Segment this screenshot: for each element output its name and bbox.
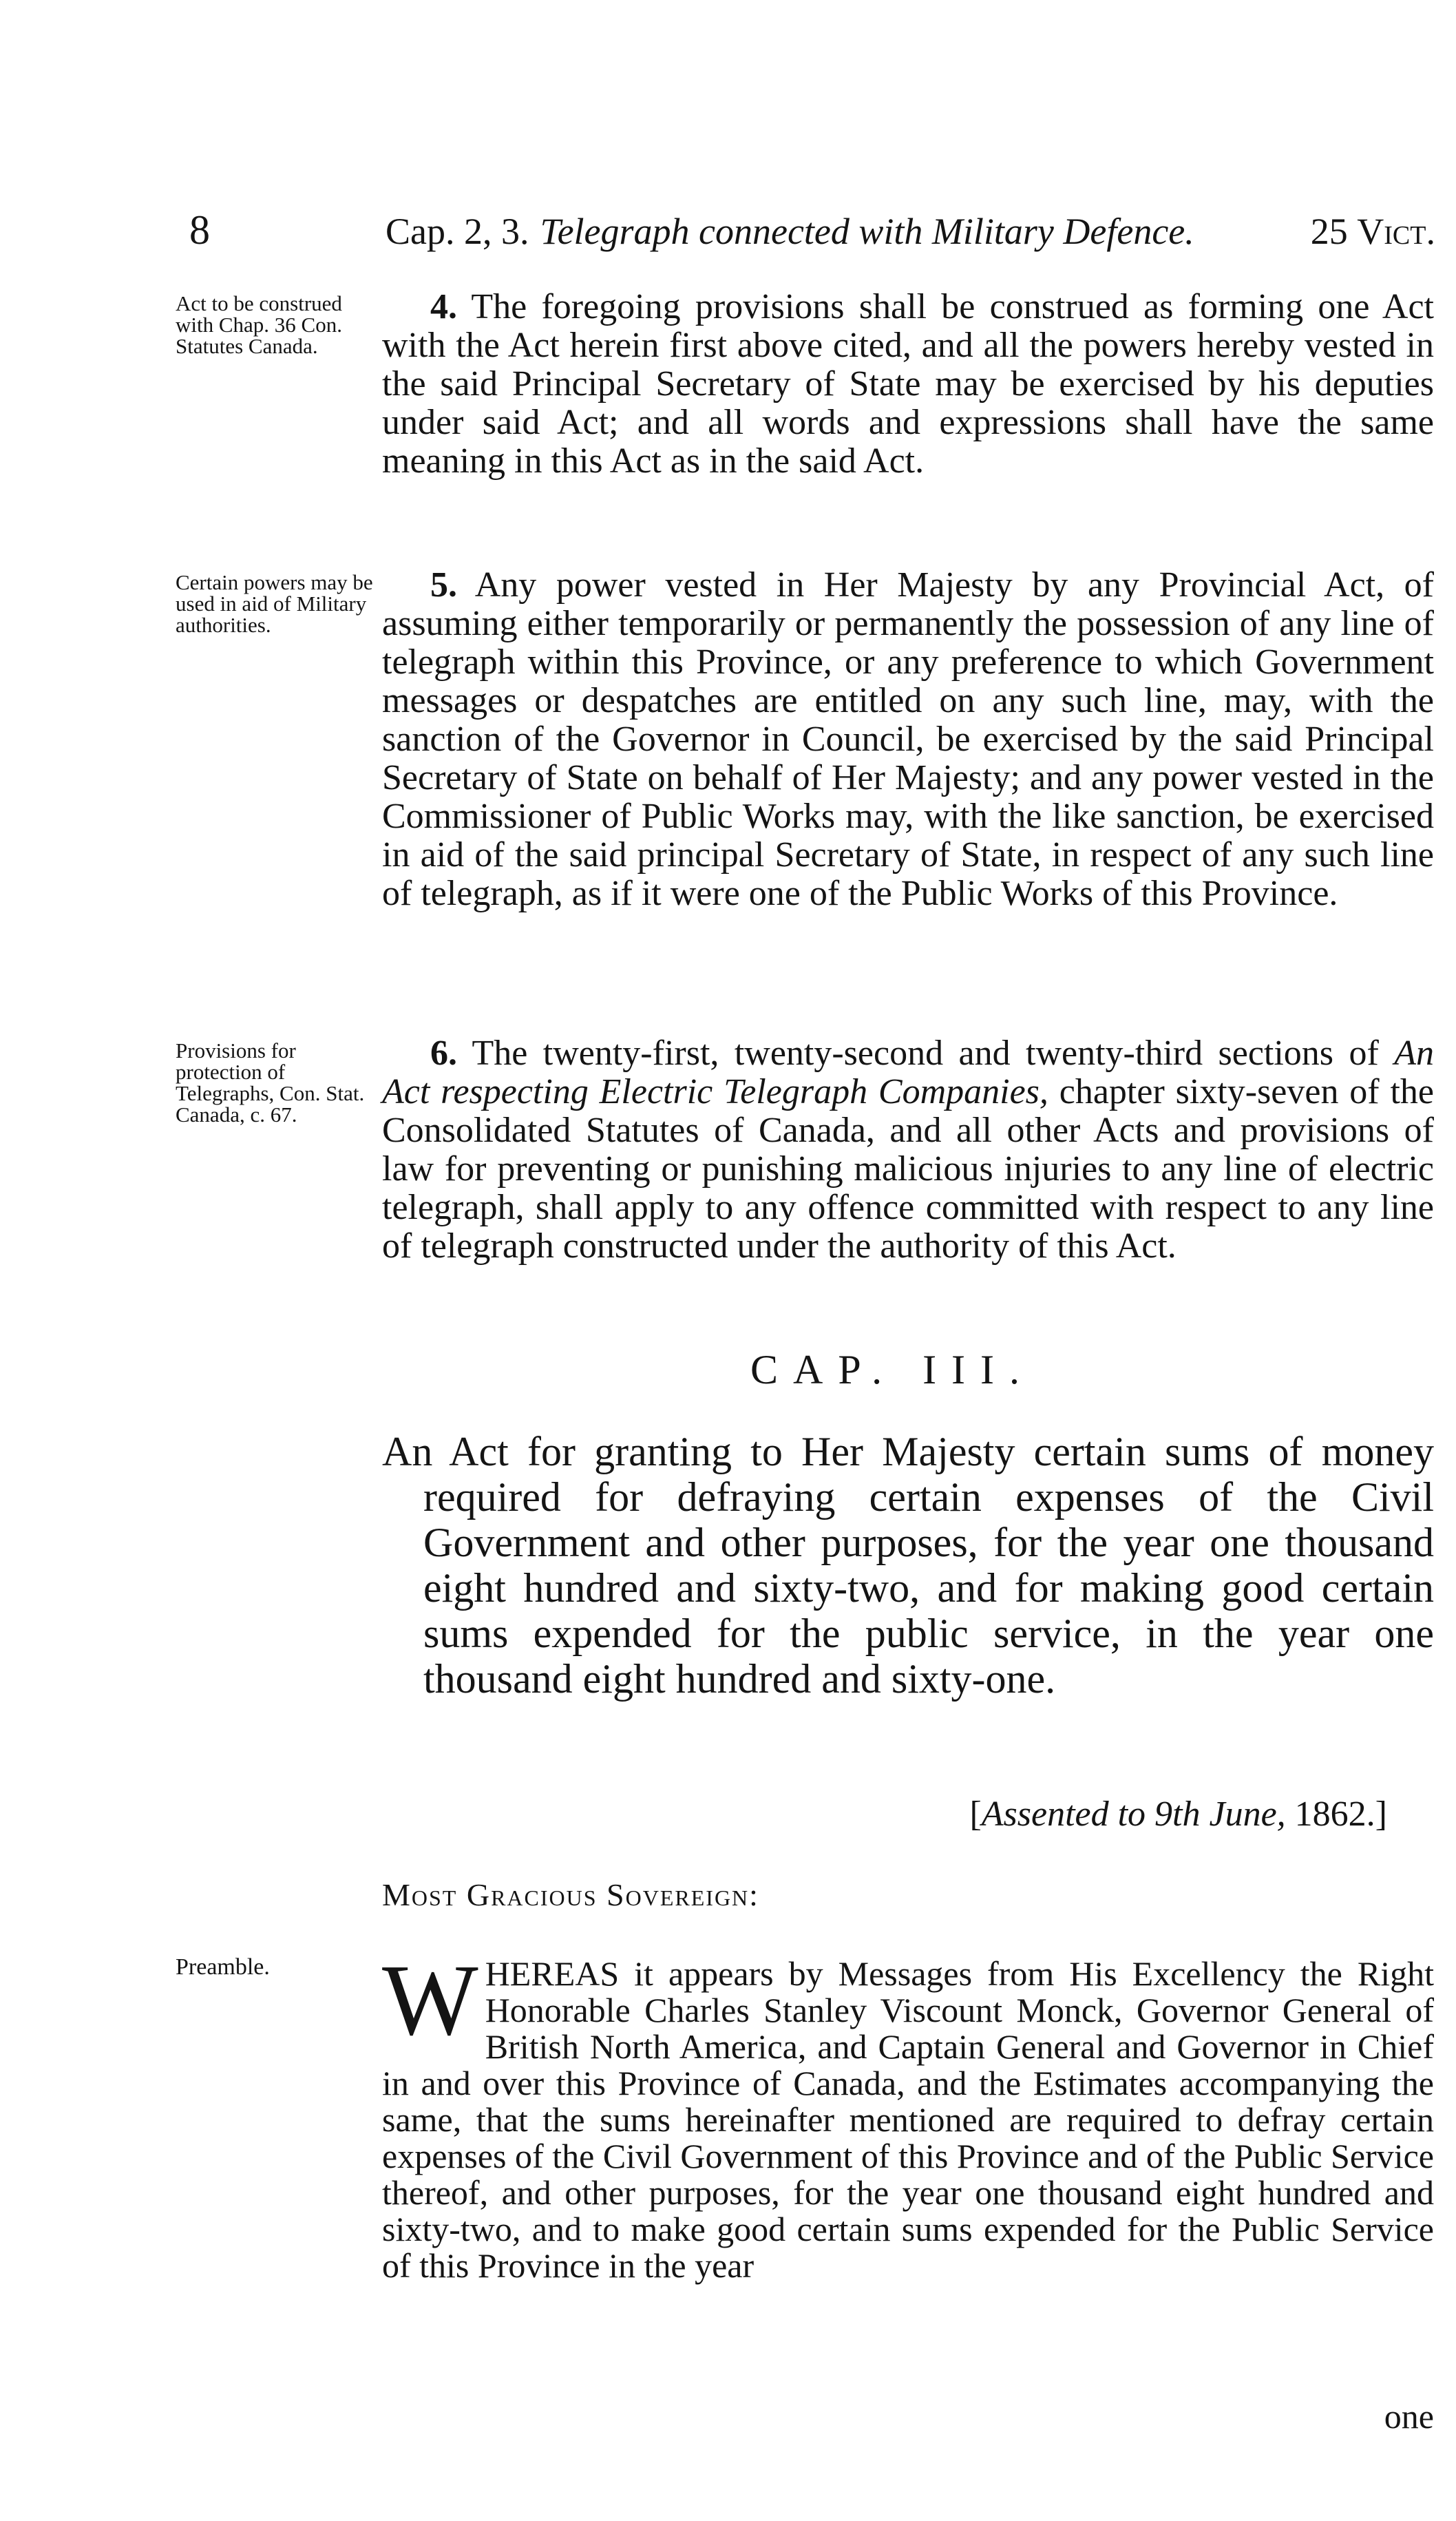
page-number: 8: [189, 207, 210, 253]
assent-open-bracket: [: [969, 1795, 982, 1834]
section-text-before: The twenty-first, twenty-second and twenty-third sections of: [472, 1034, 1379, 1073]
assent-text: Assented to 9th June,: [981, 1795, 1286, 1834]
long-title: An Act for granting to Her Majesty certain sums of money required for defraying certain expenses of the Civil Government and other purposes, for the year one thousand eight hundred and sixty-two, and for making good certain sums expended for the public service, in the year one thousand eight hundred and sixty-one.: [382, 1429, 1434, 1702]
section-text-after: chapter sixty-seven of the Consolidated Statutes of Canada, and all other Acts and provisions of law for preventing or punishing malicious injuries to any line of electric telegraph, shall apply to any offence committed with respect to any line of telegraph constructed under the authority of this Act.: [382, 1072, 1434, 1266]
regnal-word: Vict.: [1357, 211, 1435, 252]
catchword: one: [1384, 2397, 1434, 2436]
section-text: The foregoing provisions shall be construed as forming one Act with the Act herein first above cited, and all the powers hereby vested in the said Principal Secretary of State may be exercised by his deputies under said Act; and all words and expressions shall have the same meaning in this Act as in the said Act.: [382, 287, 1434, 481]
address-line: Most Gracious Sovereign:: [382, 1877, 759, 1912]
margin-note-section-4: Act to be construed with Chap. 36 Con. Statutes Canada.: [176, 291, 342, 358]
chapter-reference: Cap. 2, 3.: [386, 211, 529, 252]
section-number: 4.: [430, 287, 457, 326]
act-short-title: Telegraph connected with Military Defence.: [540, 211, 1194, 252]
section-number: 5.: [430, 565, 457, 605]
drop-cap: W: [382, 1944, 478, 2057]
cited-act-title: An Act respecting Electric Telegraph Companies,: [382, 1034, 1434, 1111]
preamble-text: HEREAS it appears by Messages from His Excellency the Right Honorable Charles Stanley Viscount Monck, Governor General of British North America, and Captain General and Governor in Chief in and over this Province of Canada, and the Estimates accompanying the same, that the sums hereinafter mentioned are required to defray certain expenses of the Civil Government of this Province and of the Public Service thereof, and other purposes, for the year one thousand eight hundred and sixty-two, and to make good certain sums expended for the Public Service of this Province in the year: [382, 1954, 1434, 2285]
preamble: [382, 1944, 1434, 2285]
section-6: [382, 1034, 1434, 1266]
section-5: [382, 566, 1434, 913]
margin-note-preamble: Preamble.: [176, 1954, 270, 1980]
regnal-number: 25: [1310, 211, 1348, 252]
section-text: Any power vested in Her Majesty by any Provincial Act, of assuming either temporarily or permanently the possession of any line of telegraph within this Province, or any preference to which Government messages or despatches are entitled on any such line, may, with the sanction of the Governor in Council, be exercised by the said Principal Secretary of State on behalf of Her Majesty; and any power vested in the Commissioner of Public Works may, with the like sanction, be exercised in aid of the said principal Secretary of State, in respect of any such line of telegraph, as if it were one of the Public Works of this Province.: [382, 565, 1434, 913]
assent-close-bracket: ]: [1375, 1795, 1387, 1834]
assent-year: 1862.: [1294, 1795, 1375, 1834]
assent-line: [969, 1794, 1387, 1834]
running-head: [386, 210, 1435, 253]
chapter-heading: CAP. III.: [750, 1347, 1035, 1392]
regnal-year: [1311, 210, 1435, 253]
margin-note-section-6: Provisions for protection of Telegraphs, Con. Stat. Canada, c. 67.: [176, 1038, 365, 1127]
margin-note-section-5: Certain powers may be used in aid of Military authorities.: [176, 570, 373, 637]
section-4: [382, 288, 1434, 481]
section-number: 6.: [430, 1034, 457, 1073]
running-header: [176, 207, 1435, 269]
